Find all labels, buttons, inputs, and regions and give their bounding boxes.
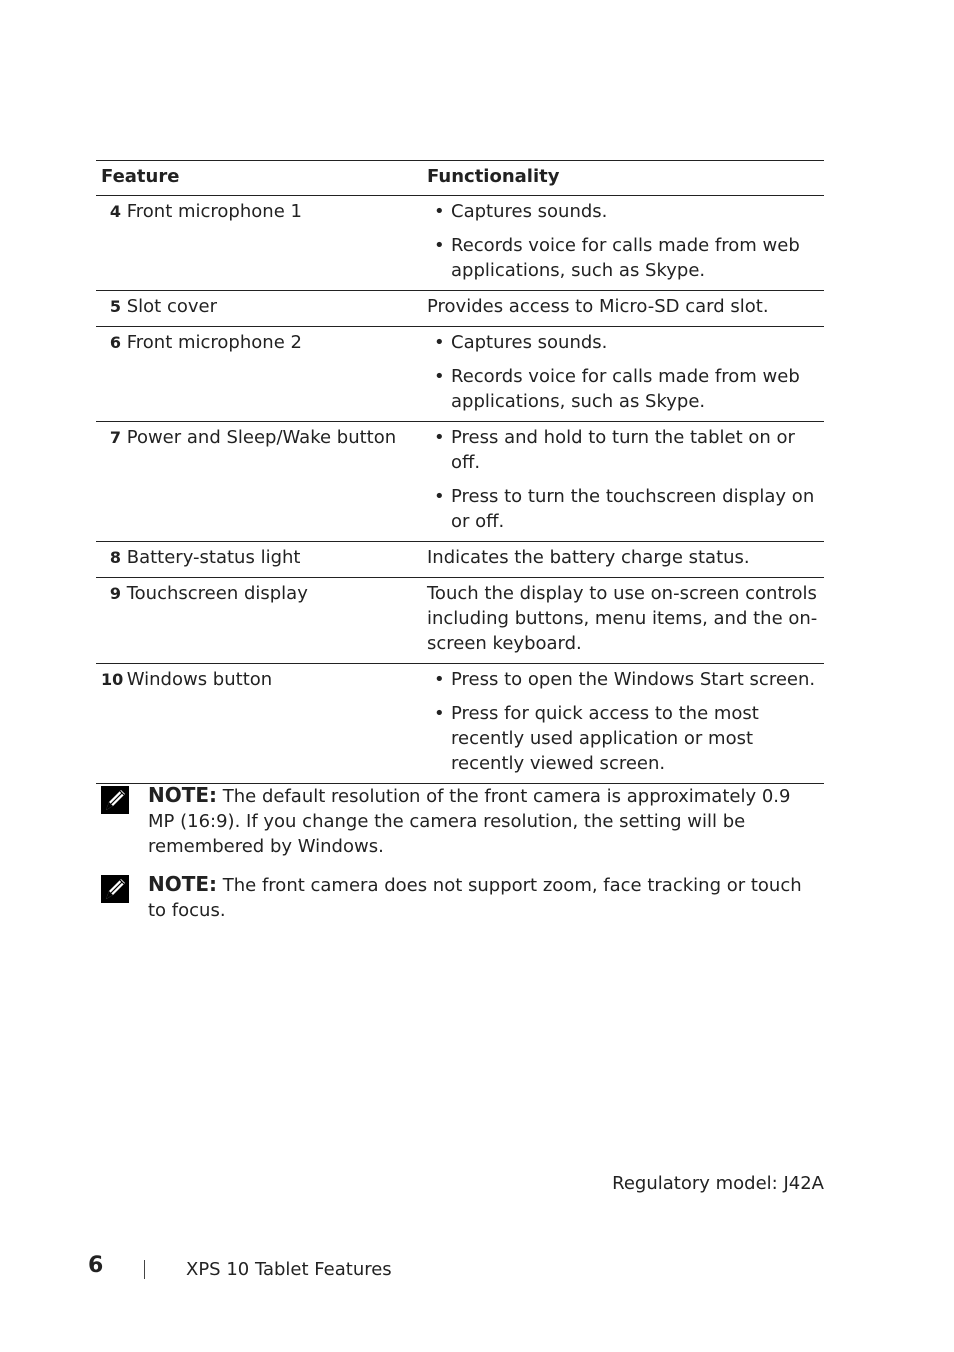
feature-number: 7 [109,428,121,447]
bullet-item: • Press to turn the touchscreen display on or off. [427,484,820,534]
feature-name: Touchscreen display [126,583,308,604]
note-body: The default resolution of the front camera is approximately 0.9 MP (16:9). If you change the camera resolution, the setting will be remembered by Windows. [148,786,791,857]
note-camera-zoom [100,872,820,923]
table-row [96,664,824,784]
bullet-list [427,425,820,534]
functionality-cell: Provides access to Micro-SD card slot. [422,291,824,327]
feature-number: 6 [109,333,121,352]
feature-table [96,160,824,784]
feature-name: Battery-status light [126,547,301,568]
functionality-cell [422,664,824,784]
bullet-item: • Press for quick access to the most recently used application or most recently viewed screen. [427,701,820,776]
table-row [96,578,824,664]
bullet-list [427,667,820,776]
feature-cell [96,664,422,784]
note-text [148,872,820,923]
note-camera-resolution [100,783,820,859]
feature-name: Front microphone 1 [126,201,302,222]
feature-cell [96,291,422,327]
bullet-item: • Records voice for calls made from web applications, such as Skype. [427,233,820,283]
bullet-list [427,330,820,414]
regulatory-model: Regulatory model: J42A [612,1173,824,1194]
feature-name: Front microphone 2 [126,332,302,353]
table-row [96,327,824,422]
footer-section-title: XPS 10 Tablet Features [186,1259,392,1280]
feature-name: Power and Sleep/Wake button [126,427,397,448]
functionality-cell [422,422,824,542]
footer-divider [144,1260,145,1279]
feature-cell [96,196,422,291]
pencil-note-icon [100,785,130,815]
bullet-item: • Captures sounds. [427,330,820,355]
column-header-functionality: Functionality [422,161,824,196]
pencil-note-icon [100,874,130,904]
feature-number: 9 [109,584,121,603]
bullet-item: • Press to open the Windows Start screen. [427,667,820,692]
feature-number: 10 [101,670,124,689]
functionality-cell [422,196,824,291]
feature-cell [96,422,422,542]
feature-number: 4 [109,202,121,221]
bullet-item: • Records voice for calls made from web applications, such as Skype. [427,364,820,414]
table-header-row [96,161,824,196]
page-number: 6 [88,1253,104,1278]
bullet-item: • Press and hold to turn the tablet on or off. [427,425,820,475]
functionality-cell: Indicates the battery charge status. [422,542,824,578]
note-label: NOTE: [148,783,218,807]
table-row [96,196,824,291]
note-label: NOTE: [148,872,218,896]
table-row [96,291,824,327]
functionality-cell [422,327,824,422]
feature-name: Slot cover [126,296,217,317]
functionality-cell: Touch the display to use on-screen controls including buttons, menu items, and the on-screen keyboard. [422,578,824,664]
table-row [96,542,824,578]
table-row [96,422,824,542]
column-header-feature: Feature [96,161,422,196]
note-body: The front camera does not support zoom, face tracking or touch to focus. [148,875,802,921]
feature-name: Windows button [126,669,273,690]
feature-number: 5 [109,297,121,316]
note-text [148,783,820,859]
feature-cell [96,578,422,664]
feature-cell [96,327,422,422]
bullet-list [427,199,820,283]
feature-number: 8 [109,548,121,567]
feature-cell [96,542,422,578]
bullet-item: • Captures sounds. [427,199,820,224]
